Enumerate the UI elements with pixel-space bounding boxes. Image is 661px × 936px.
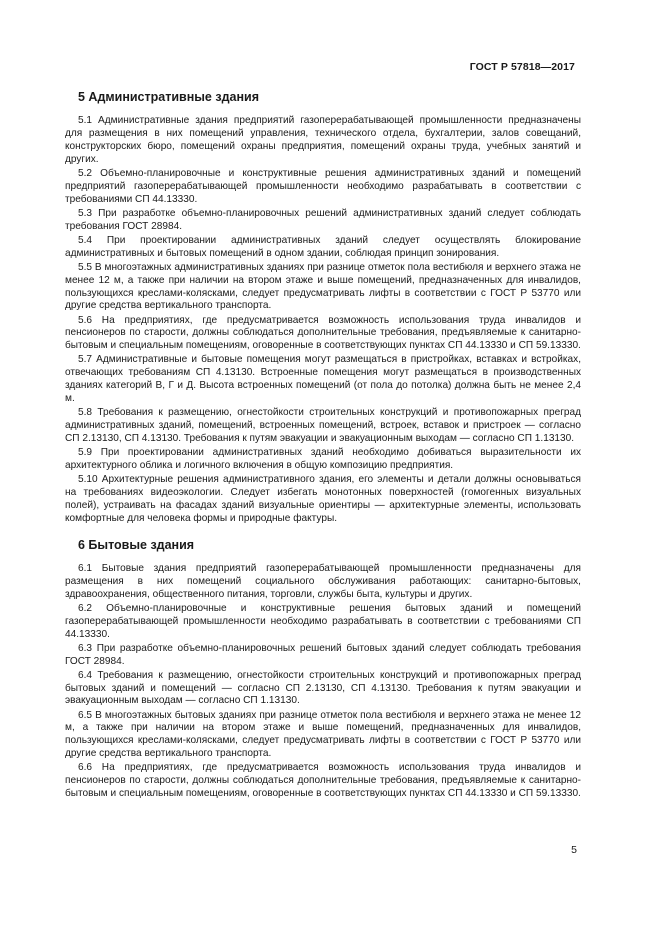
paragraph-6-2: 6.2 Объемно-планировочные и конструктивные решения бытовых зданий и помещений газоперерабатывающей промышленности необходимо разрабатывать в соответствии с требованиями СП 44.13330. <box>65 602 581 640</box>
section-6-body <box>65 563 581 801</box>
paragraph-5-8: 5.8 Требования к размещению, огнестойкости строительных конструкций и противопожарных преград административных зданий, помещений, встроенных помещений, встроек, вставок и пристроек — согласно СП 2.13130, СП 4.13130. Требования к путям эвакуации и эвакуационным выходам — согласно СП 1.13130. <box>65 407 581 445</box>
paragraph-6-4: 6.4 Требования к размещению, огнестойкости строительных конструкций и противопожарных преград бытовых зданий и помещений — согласно СП 2.13130, СП 4.13130. Требования к путям эвакуации и эвакуационным выходам — согласно СП 1.13130. <box>65 669 581 707</box>
paragraph-5-1: 5.1 Административные здания предприятий газоперерабатывающей промышленности предназначены для размещения в них помещений управления, технического отдела, бухгалтерии, залов совещаний, конструкторских бюро, помещений охраны предприятия, помещений охраны труда, учебных занятий и других. <box>65 115 581 165</box>
document-code: ГОСТ Р 57818—2017 <box>469 61 575 73</box>
paragraph-5-2: 5.2 Объемно-планировочные и конструктивные решения административных зданий и помещений предприятий газоперерабатывающей промышленности необходимо разрабатывать в соответствии с требованиями СП 44.13330. <box>65 167 581 205</box>
paragraph-5-9: 5.9 При проектировании административных зданий необходимо добиваться выразительности их архитектурного облика и логичного включения в общую композицию предприятия. <box>65 447 581 472</box>
paragraph-5-10: 5.10 Архитектурные решения административного здания, его элементы и детали должны основываться на требованиях видеоэкологии. Следует избегать монотонных поверхностей (гомогенных визуальных полей), устраивать на фасадах зданий визуальные ориентиры — архитектурные элементы, использовать комфортные для человека формы и природные фактуры. <box>65 474 581 524</box>
paragraph-5-7: 5.7 Административные и бытовые помещения могут размещаться в пристройках, вставках и встройках, отвечающих требованиям СП 4.13130. Встроенные помещения могут размещаться в производственных зданиях категорий В, Г и Д. Высота встроенных помещений (от пола до потолка) должна быть не менее 2,4 м. <box>65 354 581 405</box>
section-6-heading: 6 Бытовые здания <box>78 537 195 552</box>
document-body <box>65 90 581 802</box>
paragraph-6-3: 6.3 При разработке объемно-планировочных решений бытовых зданий следует соблюдать требования ГОСТ 28984. <box>65 642 581 667</box>
section-5-body <box>65 115 581 526</box>
paragraph-5-4: 5.4 При проектировании административных зданий следует осуществлять блокирование административных и бытовых помещений в одном здании, соблюдая принцип зонирования. <box>65 234 581 259</box>
paragraph-6-6: 6.6 На предприятиях, где предусматривается возможность использования труда инвалидов и пенсионеров по старости, должны соблюдаться дополнительные требования, предъявляемые к санитарно-бытовым и специальным помещениям, оговоренные в соответствующих пунктах СП 44.13330 и СП 59.13330. <box>65 762 581 800</box>
paragraph-5-5: 5.5 В многоэтажных административных зданиях при разнице отметок пола вестибюля и верхнего этажа не менее 12 м, а также при наличии на втором этаже и выше помещений, предназначенных для инвалидов, пользующихся креслами-колясками, следует предусматривать лифты в соответствии с ГОСТ Р 53770 или другие средства вертикального транспорта. <box>65 261 581 312</box>
paragraph-5-6: 5.6 На предприятиях, где предусматривается возможность использования труда инвалидов и пенсионеров по старости, должны соблюдаться дополнительные требования, предъявляемые к санитарно-бытовым и специальным помещениям, оговоренные в соответствующих пунктах СП 44.13330 и СП 59.13330. <box>65 314 581 352</box>
paragraph-5-3: 5.3 При разработке объемно-планировочных решений административных зданий следует соблюдать требования ГОСТ 28984. <box>65 207 581 232</box>
page-number: 5 <box>571 844 577 856</box>
section-5-heading: 5 Административные здания <box>78 90 259 104</box>
paragraph-6-1: 6.1 Бытовые здания предприятий газоперерабатывающей промышленности предназначены для размещения в них помещений социального обслуживания работающих: санитарно-бытовых, здравоохранения, общественного питания, торговли, службы быта, культуры и других. <box>65 562 581 600</box>
paragraph-6-5: 6.5 В многоэтажных бытовых зданиях при разнице отметок пола вестибюля и верхнего этажа не менее 12 м, а также при наличии на втором этаже и выше помещений, предназначенных для инвалидов, пользующихся креслами-колясками, следует предусматривать лифты в соответствии с ГОСТ Р 53770 или другие средства вертикального транспорта. <box>65 709 581 760</box>
